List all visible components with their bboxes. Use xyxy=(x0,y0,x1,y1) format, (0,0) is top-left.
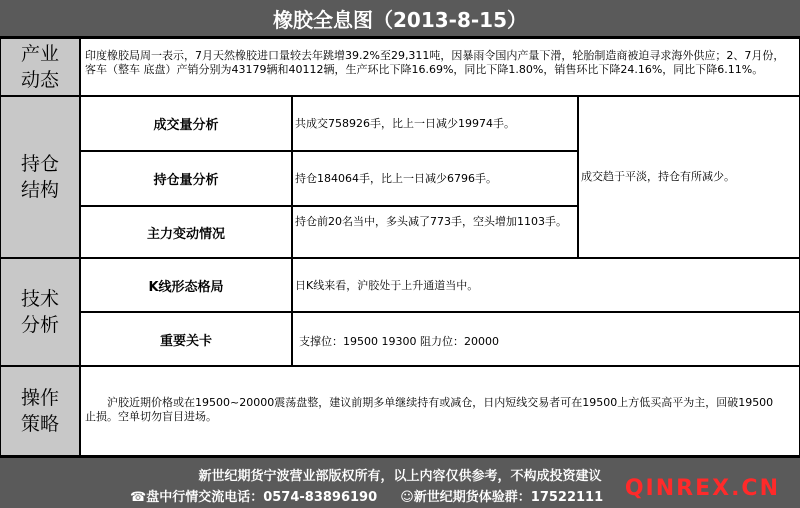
strategy-label-line2: 策略 xyxy=(20,413,59,435)
position-label-line1: 持仓 xyxy=(20,153,59,175)
industry-label-line2: 动态 xyxy=(20,69,59,91)
main-change-label: 主力变动情况 xyxy=(80,206,292,258)
footer-disclaimer: 新世纪期货宁波营业部版权所有，以上内容仅供参考，不构成投资建议 xyxy=(198,469,602,484)
main-change-text: 持仓前20名当中，多头减了773手，空头增加1103手。 xyxy=(292,206,578,258)
key-levels-text: 支撑位：19500 19300 阻力位：20000 xyxy=(292,312,800,366)
position-label-line2: 结构 xyxy=(20,179,59,201)
technical-label-line2: 分析 xyxy=(20,314,59,336)
technical-label-line1: 技术 xyxy=(20,288,59,310)
footer-phone: 盘中行情交流电话：0574-83896190 xyxy=(146,490,378,505)
phone-icon: ☎ xyxy=(130,490,147,505)
strategy-label xyxy=(0,366,80,456)
kline-label: K线形态格局 xyxy=(80,258,292,312)
industry-label-line1: 产业 xyxy=(20,43,59,65)
industry-label xyxy=(0,38,80,96)
footer-contact xyxy=(130,486,603,505)
strategy-label-line1: 操作 xyxy=(20,387,59,409)
strategy-text: 沪胶近期价格或在19500~20000震荡盘整，建议前期多单继续持有或减仓，日内短线交易者可在19500上方低买高平为主，回破19500止损。空单切勿盲目进场。 xyxy=(80,366,800,456)
key-levels-label: 重要关卡 xyxy=(80,312,292,366)
open-interest-label: 持仓量分析 xyxy=(80,151,292,206)
watermark: QINREX.CN xyxy=(624,476,780,501)
open-interest-text: 持仓184064手，比上一日减少6796手。 xyxy=(292,151,578,206)
industry-text: 印度橡胶局周一表示，7月天然橡胶进口量较去年跳增39.2%至29,311吨，因暴雨令国内产量下滑，轮胎制造商被迫寻求海外供应；2、7月份，客车（整车 底盘）产销分别为43179辆和40112辆，生产环比下降16.69%，同比下降1.80%，销售环比下降24.16%，同比下降6.11%。 xyxy=(80,38,800,96)
qq-icon: ☺ xyxy=(400,490,414,505)
page-title: 橡胶全息图（2013-8-15） xyxy=(0,0,800,38)
position-label xyxy=(0,96,80,258)
volume-analysis-text: 共成交758926手，比上一日减少19974手。 xyxy=(292,96,578,151)
position-summary: 成交趋于平淡，持仓有所减少。 xyxy=(578,96,800,258)
technical-label xyxy=(0,258,80,366)
kline-text: 日K线来看，沪胶处于上升通道当中。 xyxy=(292,258,800,312)
volume-analysis-label: 成交量分析 xyxy=(80,96,292,151)
footer-qq: 新世纪期货体验群：17522111 xyxy=(413,490,604,505)
